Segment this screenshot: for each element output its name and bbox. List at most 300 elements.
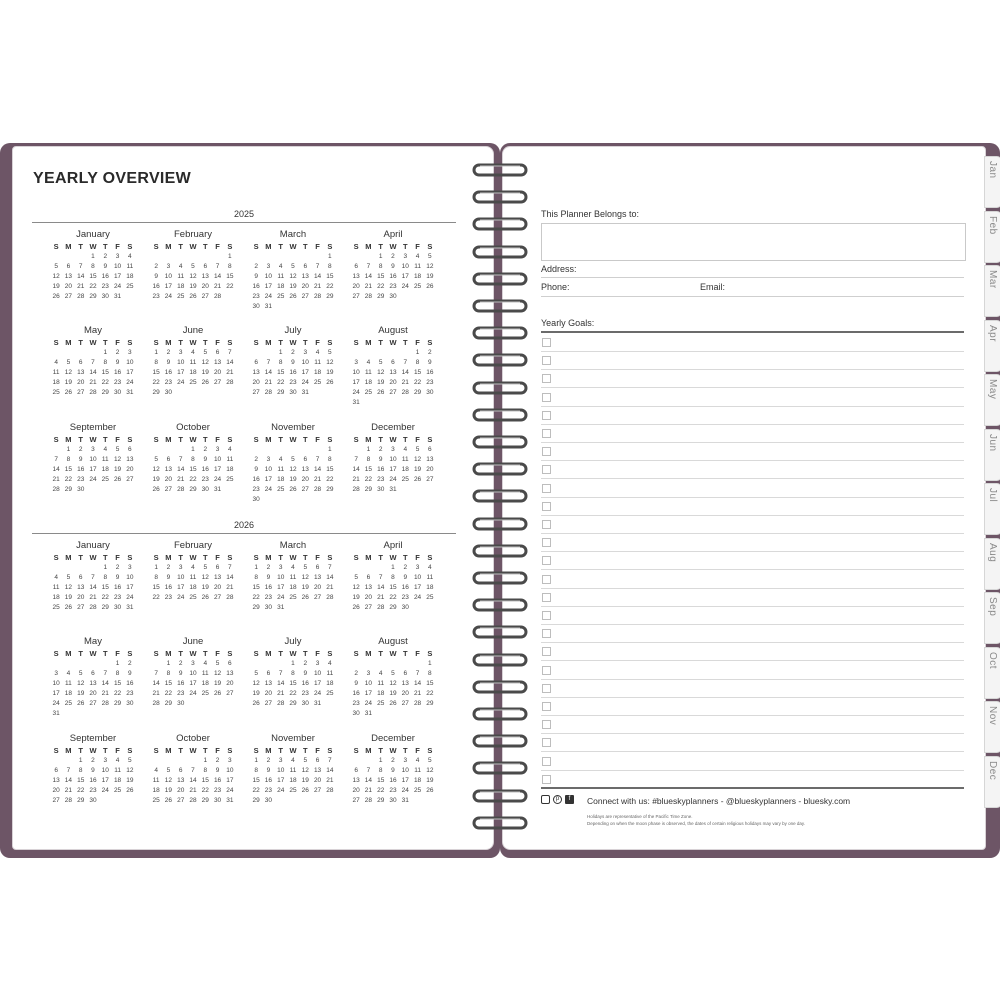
day-cell [375, 709, 387, 719]
week-row [350, 282, 436, 292]
goal-row[interactable] [541, 551, 964, 570]
goal-row[interactable] [541, 715, 964, 734]
goal-checkbox[interactable] [542, 393, 551, 402]
month-tab-jan[interactable] [984, 156, 1000, 208]
week-row [150, 689, 236, 699]
day-cell: 7 [54, 456, 58, 463]
day-cell: 4 [403, 446, 408, 453]
month-calendar [50, 422, 136, 495]
weekday-header: W [89, 338, 97, 347]
day-cell [175, 445, 187, 455]
day-cell [262, 252, 274, 262]
day-cell: 16 [101, 273, 109, 280]
day-cell: 5 [215, 660, 220, 667]
day-cell [199, 252, 211, 262]
day-cell [87, 709, 99, 719]
day-cell: 25 [413, 283, 422, 290]
day-cell [362, 659, 374, 669]
month-tab-nov[interactable] [984, 701, 1000, 753]
day-cell: 19 [377, 379, 385, 386]
goal-row[interactable] [541, 642, 964, 661]
day-cell: 29 [101, 604, 109, 611]
day-cell [250, 445, 262, 455]
day-cell: 20 [364, 594, 373, 601]
day-cell: 13 [126, 456, 134, 463]
week-row [350, 563, 436, 573]
month-calendar [50, 636, 136, 719]
month-tab-may[interactable] [984, 374, 1000, 426]
day-cell: 19 [352, 594, 360, 601]
day-cell [187, 699, 199, 709]
week-row [250, 786, 336, 796]
day-cell: 11 [289, 767, 297, 774]
goal-row[interactable] [541, 351, 964, 370]
day-cell: 3 [278, 564, 283, 571]
day-cell: 27 [352, 293, 360, 300]
weekday-header: T [278, 553, 283, 562]
weekday-header: M [265, 242, 272, 251]
day-cell: 6 [428, 446, 432, 453]
goal-checkbox[interactable] [542, 757, 551, 766]
day-cell [111, 485, 123, 495]
day-cell: 1 [278, 349, 283, 356]
week-row [150, 659, 236, 669]
day-cell: 20 [352, 283, 360, 290]
goal-row[interactable] [541, 679, 964, 698]
weekday-header-row [150, 337, 236, 348]
goal-checkbox[interactable] [542, 738, 551, 747]
day-cell: 5 [303, 757, 308, 764]
goal-checkbox[interactable] [542, 338, 551, 347]
day-cell: 24 [401, 283, 409, 290]
weekday-header: T [278, 435, 283, 444]
day-cell: 24 [401, 787, 409, 794]
week-row [350, 252, 436, 262]
day-cell [250, 659, 262, 669]
day-cell: 29 [164, 700, 173, 707]
goal-row[interactable] [541, 697, 964, 716]
day-cell: 22 [77, 787, 85, 794]
day-cell: 27 [126, 476, 134, 483]
day-cell: 29 [326, 486, 334, 493]
week-row [350, 455, 436, 465]
day-cell: 11 [52, 584, 60, 591]
day-cell: 4 [366, 359, 371, 366]
spiral-ring [472, 542, 528, 560]
day-cell: 5 [66, 359, 71, 366]
day-cell [287, 796, 299, 806]
day-cell: 22 [377, 283, 385, 290]
day-cell: 5 [378, 359, 383, 366]
weekday-header: F [115, 649, 120, 658]
day-cell [324, 495, 336, 505]
week-row [350, 776, 436, 786]
day-cell: 31 [126, 389, 134, 396]
day-cell [62, 659, 74, 669]
day-cell: 21 [364, 787, 373, 794]
goal-row[interactable] [541, 388, 964, 407]
day-cell: 30 [264, 604, 273, 611]
spiral-ring [472, 596, 528, 614]
day-cell: 30 [252, 303, 260, 310]
week-row [150, 583, 236, 593]
day-cell [175, 252, 187, 262]
day-cell: 15 [77, 777, 85, 784]
day-cell [299, 252, 311, 262]
weekday-header: F [215, 553, 220, 562]
day-cell: 17 [313, 680, 322, 687]
week-row [250, 563, 336, 573]
day-cell: 25 [64, 700, 73, 707]
day-cell: 24 [89, 476, 97, 483]
day-cell: 24 [264, 293, 273, 300]
day-cell: 14 [89, 369, 97, 376]
week-row [350, 475, 436, 485]
week-row [250, 583, 336, 593]
week-row [150, 573, 236, 583]
week-row [350, 465, 436, 475]
day-cell: 10 [113, 263, 122, 270]
day-cell: 10 [264, 466, 273, 473]
week-row [50, 368, 136, 378]
day-cell: 27 [401, 700, 409, 707]
goal-row[interactable] [541, 369, 964, 388]
day-cell: 13 [213, 359, 222, 366]
goal-row[interactable] [541, 333, 964, 352]
week-row [350, 358, 436, 368]
weekday-header: T [202, 435, 208, 444]
goal-checkbox[interactable] [542, 538, 551, 547]
goal-row[interactable] [541, 515, 964, 534]
goal-row[interactable] [541, 752, 964, 771]
day-cell: 1 [378, 253, 383, 260]
day-cell: 4 [154, 767, 158, 774]
day-cell: 27 [313, 594, 322, 601]
day-cell: 4 [66, 670, 71, 677]
weekday-header-row [50, 434, 136, 445]
day-cell [187, 756, 199, 766]
day-cell: 12 [301, 574, 309, 581]
day-cell: 29 [77, 797, 85, 804]
weekday-header: S [127, 649, 133, 658]
week-row [250, 455, 336, 465]
day-cell [187, 252, 199, 262]
goal-row[interactable] [541, 533, 964, 552]
goal-checkbox[interactable] [542, 447, 551, 456]
day-cell: 9 [291, 359, 295, 366]
week-row [250, 388, 336, 398]
goal-checkbox[interactable] [542, 429, 551, 438]
day-cell [62, 756, 74, 766]
day-cell: 6 [54, 767, 58, 774]
week-row [250, 776, 336, 786]
day-cell: 13 [301, 273, 309, 280]
day-cell [262, 445, 274, 455]
day-cell: 10 [164, 273, 173, 280]
day-cell: 20 [164, 476, 173, 483]
goal-row[interactable] [541, 733, 964, 752]
day-cell: 10 [277, 574, 285, 581]
weekday-header: M [265, 746, 272, 755]
address-line[interactable] [541, 277, 964, 278]
week-row [250, 659, 336, 669]
day-cell: 10 [352, 369, 360, 376]
day-cell [411, 292, 423, 302]
weekday-header-row [350, 337, 436, 348]
goal-row[interactable] [541, 606, 964, 625]
day-cell [375, 348, 387, 358]
goals-footer-rule [541, 787, 964, 789]
day-cell: 8 [203, 767, 208, 774]
owner-name-field[interactable] [541, 223, 966, 261]
day-cell: 24 [277, 594, 285, 601]
goal-row[interactable] [541, 424, 964, 443]
week-row [250, 679, 336, 689]
day-cell: 19 [189, 283, 197, 290]
day-cell: 20 [352, 787, 360, 794]
day-cell [311, 388, 323, 398]
weekday-header: S [227, 553, 233, 562]
day-cell: 18 [426, 584, 434, 591]
day-cell: 13 [89, 680, 97, 687]
day-cell [411, 659, 423, 669]
day-cell: 26 [52, 293, 60, 300]
day-cell: 1 [228, 253, 232, 260]
weekday-header: S [327, 242, 333, 251]
day-cell: 19 [64, 379, 73, 386]
goal-checkbox[interactable] [542, 374, 551, 383]
month-calendar [350, 229, 436, 302]
day-cell: 11 [114, 767, 121, 774]
day-cell: 4 [191, 349, 195, 356]
weekday-header-row [150, 241, 236, 252]
spiral-ring [472, 406, 528, 424]
weekday-header: S [427, 553, 433, 562]
day-cell: 22 [326, 283, 334, 290]
day-cell: 12 [64, 369, 73, 376]
month-tab-label: Jul [987, 488, 998, 503]
goal-row[interactable] [541, 497, 964, 516]
goal-checkbox[interactable] [542, 775, 551, 784]
day-cell: 9 [403, 574, 408, 581]
weekday-header-row [150, 552, 236, 563]
month-tab-jul[interactable] [984, 483, 1000, 535]
month-tab-jun[interactable] [984, 429, 1000, 481]
goal-checkbox[interactable] [542, 575, 551, 584]
weekday-header: F [215, 435, 220, 444]
day-cell: 30 [201, 486, 209, 493]
day-cell [299, 796, 311, 806]
month-tab-mar[interactable] [984, 265, 1000, 317]
day-cell: 31 [401, 797, 409, 804]
goal-row[interactable] [541, 442, 964, 461]
weekday-header: W [289, 338, 297, 347]
goal-checkbox[interactable] [542, 684, 551, 693]
weekday-header: M [265, 649, 272, 658]
month-tab-feb[interactable] [984, 211, 1000, 263]
day-cell: 20 [201, 283, 209, 290]
day-cell: 29 [326, 293, 334, 300]
day-cell: 5 [78, 670, 83, 677]
weekday-header-row [50, 337, 136, 348]
weekday-header: S [153, 242, 159, 251]
week-row [350, 272, 436, 282]
month-tab-apr[interactable] [984, 320, 1000, 372]
weekday-header: T [102, 242, 108, 251]
month-tab-aug[interactable] [984, 538, 1000, 590]
goal-checkbox[interactable] [542, 502, 551, 511]
goal-checkbox[interactable] [542, 647, 551, 656]
weekday-header: T [202, 553, 208, 562]
day-cell: 22 [113, 690, 122, 697]
day-cell: 21 [401, 379, 409, 386]
day-cell: 10 [264, 273, 273, 280]
day-cell: 26 [77, 700, 85, 707]
day-cell: 24 [126, 594, 134, 601]
day-cell: 15 [252, 777, 260, 784]
goal-row[interactable] [541, 661, 964, 680]
day-cell: 8 [154, 574, 158, 581]
day-cell: 15 [326, 273, 334, 280]
day-cell: 6 [91, 670, 95, 677]
weekday-header-row [350, 241, 436, 252]
month-calendar [350, 733, 436, 806]
day-cell: 17 [126, 584, 134, 591]
goal-row[interactable] [541, 479, 964, 498]
week-row [150, 669, 236, 679]
day-cell: 19 [213, 680, 222, 687]
day-cell: 21 [413, 690, 422, 697]
day-cell: 20 [64, 283, 73, 290]
day-cell: 13 [301, 466, 309, 473]
goal-checkbox[interactable] [542, 593, 551, 602]
week-row [350, 766, 436, 776]
week-row [350, 659, 436, 669]
goal-checkbox[interactable] [542, 702, 551, 711]
weekday-header: S [253, 242, 259, 251]
day-cell: 19 [201, 584, 209, 591]
day-cell: 14 [326, 767, 334, 774]
spiral-ring [472, 732, 528, 750]
day-cell: 22 [413, 379, 422, 386]
day-cell: 28 [64, 797, 73, 804]
month-tab-oct[interactable] [984, 647, 1000, 699]
weekday-header-row [350, 648, 436, 659]
spiral-ring [472, 460, 528, 478]
weekday-header: F [415, 435, 420, 444]
weekday-header: T [78, 242, 83, 251]
day-cell: 23 [126, 690, 134, 697]
month-tab-label: Jan [987, 161, 998, 179]
weekday-header: S [53, 242, 59, 251]
weekday-header: S [327, 435, 333, 444]
day-cell: 25 [226, 476, 234, 483]
goal-checkbox[interactable] [542, 611, 551, 620]
day-cell: 9 [391, 263, 395, 270]
goal-checkbox[interactable] [542, 411, 551, 420]
day-cell: 14 [177, 466, 185, 473]
day-cell: 2 [428, 349, 432, 356]
weekday-header: S [253, 649, 259, 658]
weekday-header: F [215, 338, 220, 347]
week-row [250, 593, 336, 603]
day-cell: 19 [126, 777, 134, 784]
day-cell [424, 709, 436, 719]
goal-checkbox[interactable] [542, 465, 551, 474]
month-calendar [150, 540, 236, 603]
day-cell: 10 [301, 359, 309, 366]
month-calendar [250, 540, 336, 613]
weekday-header: W [289, 242, 297, 251]
day-cell: 6 [403, 670, 408, 677]
goal-row[interactable] [541, 570, 964, 589]
day-cell: 20 [313, 777, 322, 784]
day-cell [124, 709, 136, 719]
month-calendar [350, 540, 436, 613]
day-cell: 21 [277, 690, 285, 697]
day-cell: 12 [289, 466, 297, 473]
goal-row[interactable] [541, 624, 964, 643]
day-cell [324, 302, 336, 312]
day-cell: 13 [389, 369, 397, 376]
day-cell: 15 [426, 680, 434, 687]
day-cell: 25 [52, 389, 60, 396]
goal-checkbox[interactable] [542, 720, 551, 729]
day-cell: 24 [264, 486, 273, 493]
goal-row[interactable] [541, 406, 964, 425]
day-cell: 9 [154, 273, 158, 280]
weekday-header: T [178, 746, 183, 755]
day-cell: 9 [303, 670, 308, 677]
day-cell: 19 [426, 273, 434, 280]
day-cell: 14 [364, 273, 373, 280]
day-cell [211, 388, 223, 398]
day-cell: 4 [228, 446, 232, 453]
month-name: November [271, 733, 315, 744]
month-tab-sep[interactable] [984, 592, 1000, 644]
weekday-header: S [427, 649, 433, 658]
contact-line[interactable] [541, 296, 964, 297]
day-cell [211, 252, 223, 262]
goal-row[interactable] [541, 588, 964, 607]
day-cell: 29 [101, 389, 109, 396]
day-cell: 23 [352, 700, 360, 707]
weekday-header: W [389, 746, 397, 755]
goal-checkbox[interactable] [542, 520, 551, 529]
weekday-header: M [165, 746, 172, 755]
weekday-header-row [50, 552, 136, 563]
week-row [150, 796, 236, 806]
day-cell [150, 252, 162, 262]
goal-row[interactable] [541, 460, 964, 479]
day-cell: 3 [354, 359, 358, 366]
week-row [50, 465, 136, 475]
goal-checkbox[interactable] [542, 666, 551, 675]
day-cell: 12 [326, 359, 334, 366]
day-cell: 29 [377, 293, 385, 300]
day-cell: 2 [391, 253, 395, 260]
day-cell: 25 [364, 389, 373, 396]
weekday-header: T [302, 338, 308, 347]
goal-checkbox[interactable] [542, 629, 551, 638]
day-cell: 12 [189, 273, 197, 280]
day-cell: 8 [166, 670, 171, 677]
month-tab-dec[interactable] [984, 756, 1000, 808]
goal-checkbox[interactable] [542, 556, 551, 565]
goal-checkbox[interactable] [542, 484, 551, 493]
social-icons [541, 795, 574, 804]
goal-checkbox[interactable] [542, 356, 551, 365]
